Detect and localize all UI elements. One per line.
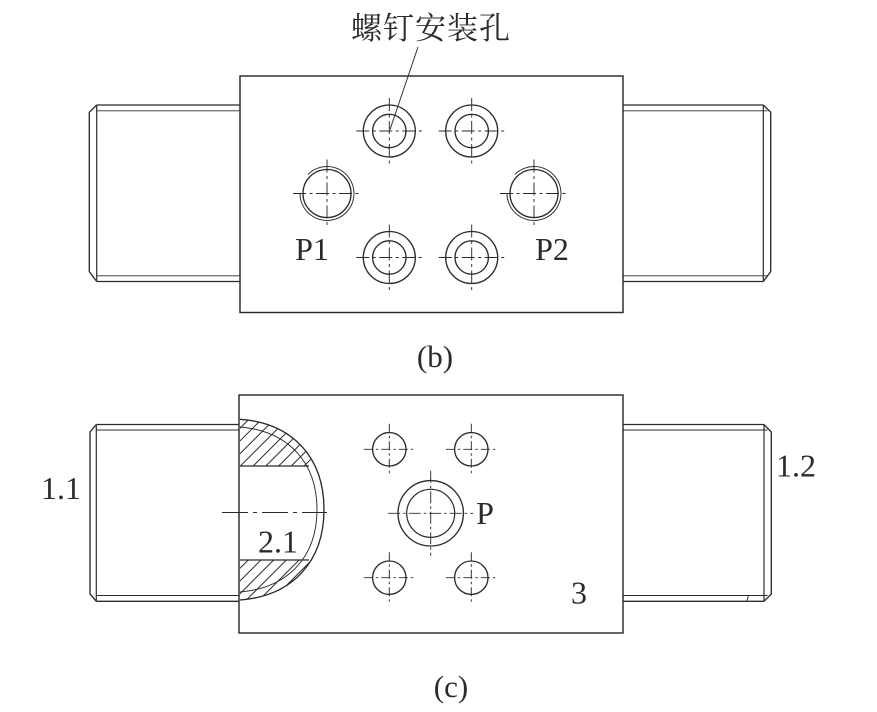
caption-view-b: (b) <box>416 339 454 374</box>
stud-end-cap <box>764 425 771 602</box>
left-stud-b <box>89 105 240 282</box>
label-connector-right: 1.2 <box>776 447 816 484</box>
right-stud-b <box>623 105 771 282</box>
plate-b <box>240 76 623 313</box>
view-c <box>41 395 816 704</box>
port-label-p2: P2 <box>535 231 569 267</box>
left-stud-c <box>90 425 239 602</box>
stud-end-cap <box>90 425 96 602</box>
stud-end-cap <box>763 105 770 282</box>
label-port-p: P <box>476 495 494 531</box>
label-plate-body: 3 <box>571 574 587 611</box>
port-label-p1: P1 <box>295 231 329 267</box>
screw-hole-annotation: 螺钉安装孔 <box>351 11 511 46</box>
thread-runout-tick <box>747 596 749 602</box>
caption-view-c: (c) <box>433 669 469 704</box>
stud-end-cap <box>89 105 96 282</box>
right-stud-c <box>623 425 771 602</box>
label-thread-section: 2.1 <box>258 523 298 560</box>
label-connector-left: 1.1 <box>41 470 81 506</box>
view-b <box>89 11 770 374</box>
